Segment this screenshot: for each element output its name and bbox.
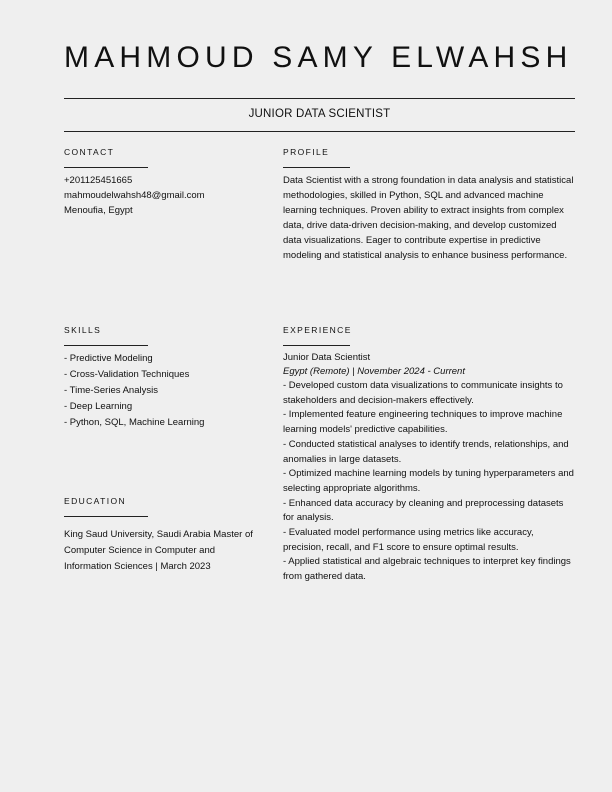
skill-item: - Cross-Validation Techniques xyxy=(64,369,190,380)
experience-bullet: - Conducted statistical analyses to identify trends, relationships, and anomalies in large datasets. xyxy=(283,438,569,465)
experience-bullet: - Implemented feature engineering techniques to improve machine learning models' predictive capabilities. xyxy=(283,409,563,436)
profile-section xyxy=(283,146,575,263)
experience-underline xyxy=(283,345,350,346)
experience-heading: EXPERIENCE xyxy=(283,325,352,335)
education-details: King Saud University, Saudi Arabia Master of Computer Science in Computer and Information Sciences | March 2023 xyxy=(64,528,253,572)
contact-phone: +201125451665 xyxy=(64,175,133,186)
experience-bullet: - Applied statistical and algebraic techniques to interpret key findings from gathered data. xyxy=(283,556,571,583)
experience-role: Junior Data Scientist xyxy=(283,352,371,363)
contact-underline xyxy=(64,167,148,168)
education-heading: EDUCATION xyxy=(64,496,127,506)
skills-heading: SKILLS xyxy=(64,325,102,335)
experience-bullet: - Evaluated model performance using metrics like accuracy, precision, recall, and F1 score to ensure optimal results. xyxy=(283,527,534,553)
education-underline xyxy=(64,516,148,517)
header-divider-top xyxy=(64,98,575,99)
profile-heading: PROFILE xyxy=(283,147,330,157)
profile-summary: Data Scientist with a strong foundation in data analysis and statistical methodologies, skilled in Python, SQL and advanced machine learning techniques. Proven ability to extract insights from complex data, drive data-driven decision-making, and develop customized data visualizations. Eager to contribute expertise in predictive modeling and statistical analysis to enhance business performance. xyxy=(283,175,574,261)
candidate-name: MAHMOUD SAMY ELWAHSH xyxy=(64,41,573,74)
experience-meta: Egypt (Remote) | November 2024 - Current xyxy=(283,366,465,377)
skills-section xyxy=(64,324,264,431)
job-title: JUNIOR DATA SCIENTIST xyxy=(248,108,391,120)
contact-section xyxy=(64,146,254,218)
experience-bullet: - Enhanced data accuracy by cleaning and preprocessing datasets for analysis. xyxy=(283,497,564,524)
education-section xyxy=(64,495,254,584)
profile-underline xyxy=(283,167,350,168)
experience-bullet: - Developed custom data visualizations to communicate insights to stakeholders and decision-makers effectively. xyxy=(283,380,563,406)
skill-item: - Deep Learning xyxy=(64,401,133,412)
skill-item: - Predictive Modeling xyxy=(64,353,153,364)
contact-heading: CONTACT xyxy=(64,147,115,157)
contact-email: mahmoudelwahsh48@gmail.com xyxy=(64,190,205,201)
experience-bullet: - Optimized machine learning models by tuning hyperparameters and selecting appropriate algorithms. xyxy=(283,468,574,494)
contact-location: Menoufia, Egypt xyxy=(64,205,133,216)
skill-item: - Python, SQL, Machine Learning xyxy=(64,417,205,428)
skills-underline xyxy=(64,345,148,346)
experience-section xyxy=(283,324,575,585)
header-divider-bottom xyxy=(64,131,575,132)
skill-item: - Time-Series Analysis xyxy=(64,385,158,396)
